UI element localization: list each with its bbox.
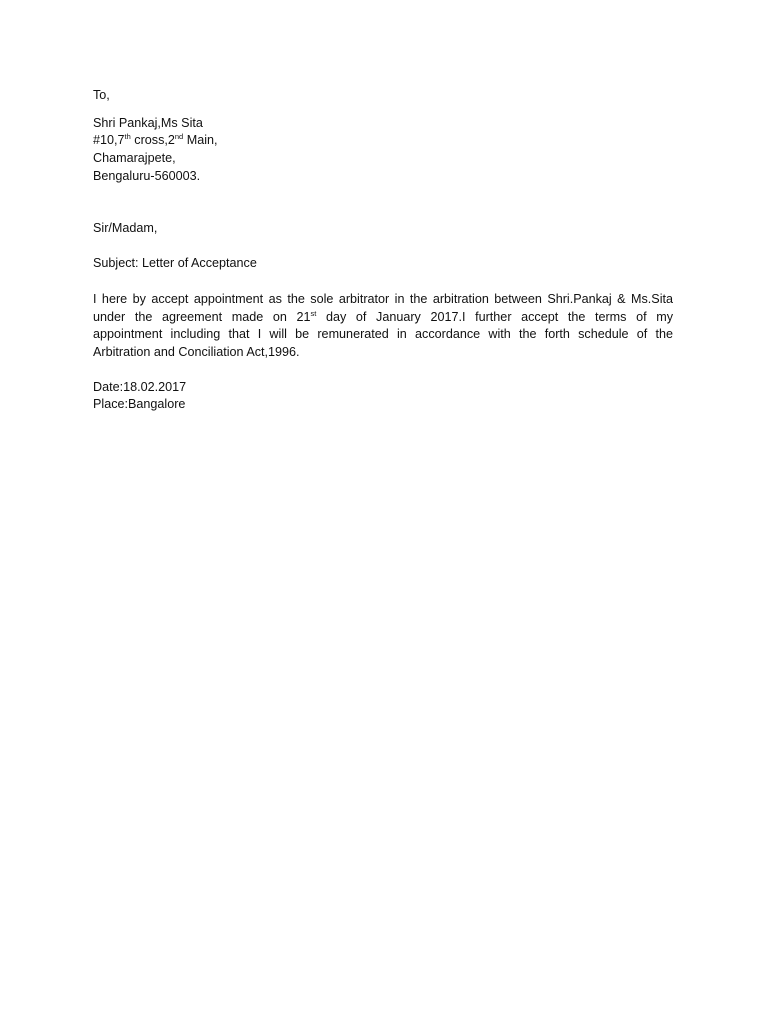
greeting: Sir/Madam, [93,221,158,235]
address-part3: Main, [183,133,218,147]
body-line-2-part1: under the agreement made on 21 [93,309,311,324]
to-line: To, [93,88,110,102]
recipient-name: Shri Pankaj,Ms Sita [93,116,203,130]
body-line-1: I here by accept appointment as the sole arbitrator in the arbitration between Shri.Pankaj & Ms.Sita [93,292,673,306]
subject-line: Subject: Letter of Acceptance [93,256,257,270]
place-line: Place:Bangalore [93,397,186,411]
address-part1: #10,7 [93,133,125,147]
body-line-3: appointment including that I will be remunerated in accordance with the forth schedule of the [93,327,673,342]
body-line-4: Arbitration and Conciliation Act,1996. [93,345,300,360]
body-line-2-part2: day of January 2017.I further accept the terms of my [316,309,673,324]
body-line-2 [93,309,673,327]
recipient-address-line2: Chamarajpete, [93,151,176,165]
body-paragraph [93,291,673,362]
recipient-address-line3: Bengaluru-560003. [93,169,201,183]
address-part2: cross,2 [130,133,175,147]
recipient-address-line1 [93,132,218,149]
date-line: Date:18.02.2017 [93,380,187,394]
address-sup2: nd [174,132,184,141]
body-line-2-sup: st [310,308,317,318]
address-sup1: th [124,132,131,141]
